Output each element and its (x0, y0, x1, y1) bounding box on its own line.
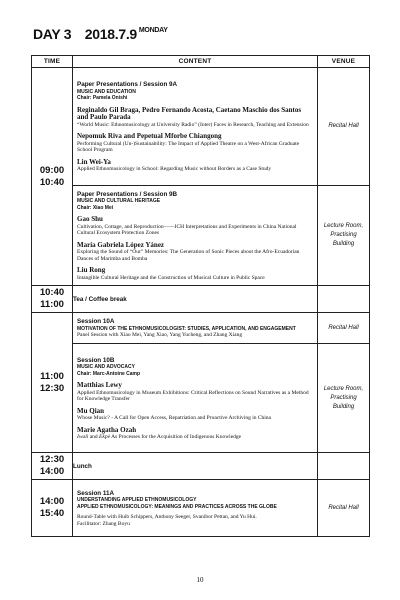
lunch-label: Lunch (73, 453, 318, 480)
talk-authors: Reginaldo Gil Braga, Pedro Fernando Acosta, Caetano Maschio dos Santos and Paulo Parada (77, 105, 302, 122)
session-chair: Chair: Marc-Antoine Camp (77, 370, 141, 377)
session-description: Round-Table with Huib Schippers, Anthony Seeger, Svanibor Pettan, and Yu Hui. (77, 514, 257, 521)
session-theme: MUSIC AND ADVOCACY (77, 364, 135, 370)
talk-title: Applied Ethnomusicology in Museum Exhibitions: Critical Reflections on Sound Narratives as a Method for Knowledge Transfer (77, 389, 309, 402)
talk-title: “World Music: Ethnomusicology at University Radio” (Inter) Faces in Research, Teaching and Extension (77, 121, 309, 128)
venue-label: Recital Hall (328, 324, 359, 331)
session-10a-content (73, 313, 318, 344)
time-start: 11:00 (40, 370, 64, 382)
session-10b-row (32, 344, 370, 453)
tea-break-label: Tea / Coffee break (73, 286, 318, 313)
venue-column-header: VENUE (318, 56, 370, 68)
talk-item (77, 107, 313, 129)
talk-item (77, 408, 313, 422)
time-cell-1230 (32, 453, 73, 480)
venue-label: Recital Hall (328, 504, 359, 511)
time-start: 10:40 (39, 287, 65, 298)
session-chair: Chair: Xiao Mei (77, 204, 114, 211)
session-11a-row (32, 480, 370, 537)
session-9a-row (32, 68, 370, 186)
tea-break-row (32, 286, 370, 313)
empty-venue-cell (318, 286, 370, 313)
venue-cell (318, 313, 370, 344)
talk-title: Applied Ethnomusicology in School: Regarding Music without Borders as a Case Study (77, 166, 272, 173)
day-label: DAY 3 (33, 26, 72, 42)
talk-item (77, 267, 313, 281)
venue-cell (318, 480, 370, 537)
session-chair: Chair: Pamela Onishi (77, 95, 128, 102)
time-start: 09:00 (39, 164, 65, 176)
content-column-header: CONTENT (73, 56, 318, 68)
talk-title: Exploring the Sound of “Our” Memories: The Generation of Sonic Pieces about the Afro-Ecuadorian Dances of Marimba and Bomba (77, 249, 300, 262)
session-title: Session 10A (77, 318, 115, 326)
session-10a-row (32, 313, 370, 344)
talk-title-part: As Processes for the Acquisition of Indigenous Knowledge (110, 434, 242, 440)
time-cell-1400 (32, 480, 73, 537)
talk-authors: Mu Qian (77, 406, 105, 415)
talk-title (77, 434, 313, 441)
session-description: Panel Session with Xiao Mei, Yang Xiao, Yang Yucheng, and Zhang Xiang (77, 332, 243, 339)
talk-authors: Gao Shu (77, 215, 103, 224)
session-title: Session 10B (77, 356, 115, 364)
talk-title-part: and (88, 434, 100, 440)
talk-item (77, 159, 313, 173)
time-cell-1100 (32, 313, 73, 453)
talk-title: Whose Music? - A Call for Open Access, Repatriation and Proactive Archiving in China (77, 415, 271, 421)
venue-label: Lecture Room, (323, 223, 364, 229)
venue-label: Practising (330, 232, 357, 238)
session-theme: MUSIC AND EDUCATION (77, 88, 136, 95)
empty-venue-cell (318, 453, 370, 480)
venue-label: Practising (330, 394, 357, 401)
session-10b-content (73, 344, 318, 453)
talk-authors: Marie Agatha Ozah (77, 425, 137, 434)
session-11a-content (73, 480, 318, 537)
table-header-row (32, 56, 370, 68)
venue-label: Building (332, 241, 355, 247)
session-title: Session 11A (77, 489, 115, 497)
talk-title: Performing Cultural (Un-)Sustainability: The Impact of Applied Theatre on a West-African Graduate School Program (77, 140, 300, 154)
talk-authors: Lin Wei-Ya (77, 157, 111, 166)
session-title: Paper Presentations / Session 9B (77, 190, 178, 198)
talk-item (77, 216, 313, 237)
talk-title: Intangible Cultural Heritage and the Construction of Musical Culture in Public Space (77, 274, 265, 281)
session-title: Paper Presentations / Session 9A (77, 81, 178, 89)
session-9b-content (73, 186, 318, 286)
talk-item (77, 133, 313, 154)
session-9a-content (73, 68, 318, 186)
talk-item (77, 382, 313, 403)
time-end: 11:00 (40, 299, 64, 310)
session-theme: MOTIVATION OF THE ETHNOMUSICOLOGIST: STUDIES, APPLICATION, AND ENGAGEMENT (77, 325, 296, 332)
session-facilitator: Facilitator: Zhang Boyu (77, 520, 130, 527)
session-theme: MUSIC AND CULTURAL HERITAGE (77, 198, 161, 205)
talk-item (77, 242, 313, 263)
talk-title-italic: Ekpè (99, 434, 111, 440)
time-column-header: TIME (32, 56, 73, 68)
time-end: 10:40 (39, 176, 65, 188)
time-cell-1040 (32, 286, 73, 313)
venue-cell (318, 344, 370, 453)
venue-label: Lecture Room, (323, 385, 364, 392)
talk-title-italic: Iwali (77, 434, 89, 440)
schedule-table (31, 55, 370, 537)
talk-title: Cultivation, Cottage, and Reproduction——ICH Interpretations and Experiments in China National Cultural Ecosystem Protection Zones (77, 223, 297, 237)
venue-cell (318, 186, 370, 286)
talk-authors: Liu Rong (77, 266, 106, 275)
talk-authors: Matthias Lewy (77, 381, 122, 389)
venue-cell (318, 68, 370, 186)
talk-authors: Nepomuk Riva and Pepetual Mforbe Chiangong (77, 132, 222, 141)
date-label: 2018.7.9 (84, 26, 137, 42)
time-start: 12:30 (39, 454, 65, 465)
time-end: 12:30 (39, 382, 65, 394)
venue-label: Building (332, 403, 355, 410)
page-number: 10 (196, 576, 204, 584)
weekday-label: MONDAY (138, 27, 168, 34)
page-header (33, 26, 168, 42)
talk-authors: María Gabriela López Yánez (77, 240, 165, 249)
session-theme: UNDERSTANDING APPLIED ETHNOMUSICOLOGY (77, 497, 197, 504)
time-cell-0900 (32, 68, 73, 286)
session-theme: APPLIED ETHNOMUSICOLOGY: MEANINGS AND PRACTICES ACROSS THE GLOBE (77, 503, 277, 510)
talk-item (77, 427, 313, 441)
time-start: 14:00 (39, 496, 65, 507)
session-9b-row (32, 186, 370, 286)
venue-label: Recital Hall (328, 123, 359, 129)
time-end: 14:00 (39, 466, 65, 477)
lunch-row (32, 453, 370, 480)
time-end: 15:40 (39, 508, 65, 519)
